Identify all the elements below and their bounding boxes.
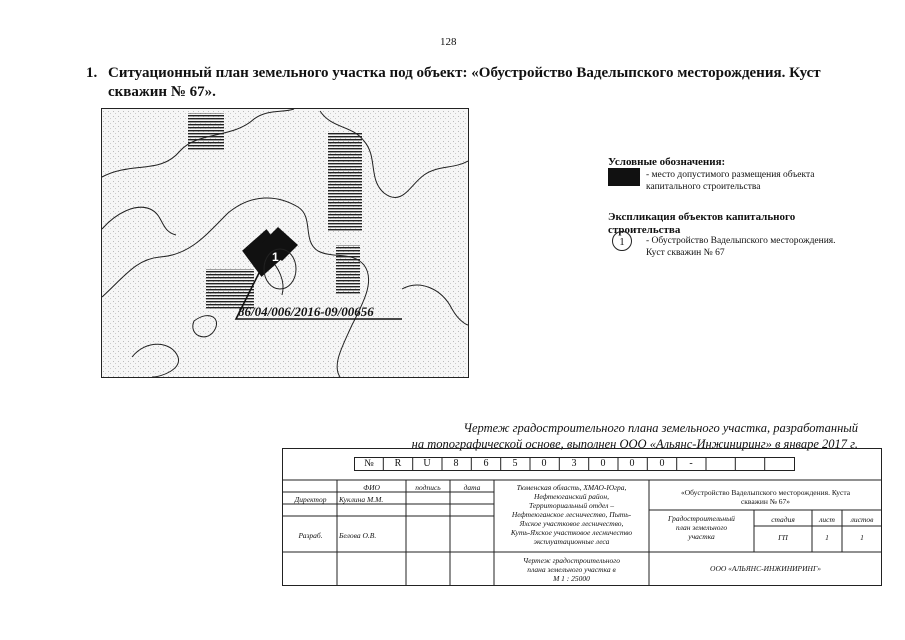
explication-line-1: - Обустройство Ваделыпского месторождения. (646, 236, 836, 246)
number-cell: 0 (659, 458, 665, 469)
role-developer: Разраб. (298, 531, 323, 540)
number-cell: U (423, 458, 431, 469)
explication-line-2: Куст скважин № 67 (646, 248, 725, 258)
name-director: Куклина М.М. (339, 495, 384, 504)
explication-title (608, 211, 808, 237)
map-drawing (102, 109, 468, 377)
drawing-description (494, 556, 649, 583)
location-line: Тюменская область, ХМАО-Югра, (516, 483, 627, 492)
situation-map (101, 108, 469, 378)
number-cell: 0 (541, 458, 547, 469)
project-line: скважин № 67» (740, 497, 791, 506)
legend-description (646, 169, 836, 193)
location-description (494, 483, 649, 546)
document-type-line: участка (688, 532, 715, 541)
legend-title: Условные обозначения: (608, 156, 726, 168)
explication-title-line-1: Экспликация объектов капитального (608, 211, 796, 223)
number-cell: 6 (483, 458, 489, 469)
project-line: «Обустройство Ваделыпского месторождения. Куста (680, 488, 851, 497)
caption-line-1: Чертеж градостроительного плана земельного участка, разработанный (463, 421, 858, 435)
swamp-area (336, 245, 360, 295)
header-stage: стадия (771, 515, 795, 524)
title-block-stamp (282, 448, 882, 586)
number-cell: 0 (600, 458, 606, 469)
legend-line-2: капитального строительства (646, 182, 761, 192)
drawing-line: плана земельного участка в (527, 565, 616, 574)
drawing-line: М 1 : 25000 (553, 574, 590, 583)
value-sheet: 1 (825, 533, 829, 542)
header-fio: ФИО (363, 483, 380, 492)
legend-line-1: - место допустимого размещения объекта (646, 170, 815, 180)
header-signature: подпись (415, 483, 441, 492)
document-type-line: Градостроительный (668, 514, 735, 523)
location-line: Куть-Яхское участковое лесничество (510, 528, 633, 537)
project-name (649, 488, 882, 506)
page-number: 128 (440, 36, 457, 48)
cadastral-number: 86/04/006/2016-09/00656 (238, 304, 374, 319)
swamp-area (188, 113, 224, 151)
location-line: Нефтеюганский район, (533, 492, 610, 501)
explication-description (646, 235, 856, 259)
explication-number-circle: 1 (612, 231, 632, 251)
explication-title-line-2: строительства (608, 224, 681, 236)
object-number-label: 1 (272, 250, 279, 264)
number-cell: № (364, 458, 374, 469)
drawing-line: Чертеж градостроительного (523, 556, 620, 565)
title-line-1: Ситуационный план земельного участка под объект: «Обустройство Ваделыпского месторождения. Куст (108, 65, 821, 81)
number-cell: R (394, 458, 402, 469)
number-cell: - (689, 458, 693, 469)
location-line: Яхское участковое лесничество, (519, 519, 624, 528)
document-type-line: план земельного (675, 523, 728, 532)
header-date: дата (463, 483, 481, 492)
title-line-2: скважин № 67». (108, 84, 216, 100)
number-cell (736, 457, 764, 470)
header-sheets: листов (850, 515, 874, 524)
location-line: Территориальный отдел – (528, 501, 615, 510)
swamp-area (206, 269, 254, 309)
title-number: 1. (86, 65, 98, 81)
caption-line-2: на топографической основе, выполнен ООО «Альянс-Инжиниринг» в январе 2017 г. (411, 437, 858, 451)
value-sheets: 1 (860, 533, 864, 542)
number-cell: 5 (512, 458, 518, 469)
role-director: Директор (294, 495, 327, 504)
company-name: ООО «АЛЬЯНС-ИНЖИНИРИНГ» (710, 564, 821, 573)
number-cell (765, 457, 794, 470)
location-line: Нефтеюганское лесничество, Пыть- (511, 510, 632, 519)
number-cell: 0 (629, 458, 635, 469)
header-sheet: лист (819, 515, 835, 524)
page-title (86, 64, 876, 102)
swamp-area (328, 133, 362, 231)
number-cell (706, 457, 734, 470)
document-type (649, 514, 754, 541)
number-cell: 3 (571, 458, 577, 469)
name-developer: Белова О.В. (339, 531, 377, 540)
value-stage: ГП (778, 533, 788, 542)
location-line: эксплуатационные леса (533, 537, 610, 546)
legend-swatch (608, 168, 640, 186)
number-cell: 8 (453, 458, 459, 469)
